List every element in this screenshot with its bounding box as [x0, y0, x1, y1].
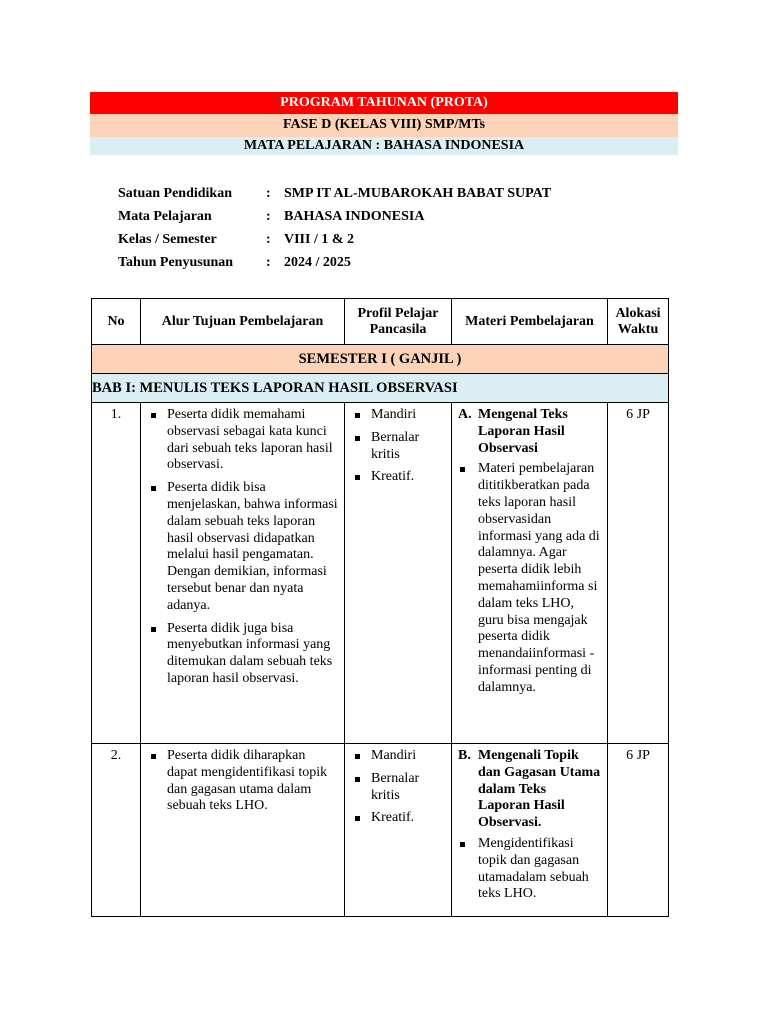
- info-label: Kelas / Semester: [118, 232, 217, 247]
- alokasi-cell: 6 JP: [608, 403, 669, 744]
- info-row-mapel: [118, 205, 551, 228]
- materi-cell: [452, 744, 608, 917]
- subject-banner: MATA PELAJARAN : BAHASA INDONESIA: [90, 137, 678, 155]
- row-number: 2.: [92, 744, 141, 917]
- profil-cell: [345, 403, 452, 744]
- header-profil: Profil Pelajar Pancasila: [345, 299, 452, 345]
- materi-item: Mengidentifikasi topik dan gagasan utamadalam sebuah teks LHO.: [458, 836, 601, 903]
- atp-cell: [141, 403, 345, 744]
- materi-letter: B.: [458, 748, 471, 763]
- profil-item: Bernalar kritis: [353, 430, 445, 464]
- table-row: [92, 403, 669, 744]
- materi-title: [458, 407, 601, 457]
- semester-label: SEMESTER I ( GANJIL ): [92, 345, 669, 374]
- profil-cell: [345, 744, 452, 917]
- info-row-kelas: [118, 228, 551, 251]
- profil-item: Mandiri: [353, 407, 445, 424]
- info-label: Tahun Penyusunan: [118, 255, 234, 270]
- info-label: Satuan Pendidikan: [118, 186, 232, 201]
- info-colon: :: [266, 186, 271, 201]
- materi-letter: A.: [458, 407, 472, 422]
- info-label: Mata Pelajaran: [118, 209, 212, 224]
- materi-title-text: Mengenal Teks Laporan Hasil Observasi: [478, 407, 568, 456]
- alokasi-cell: 6 JP: [608, 744, 669, 917]
- materi-item: Materi pembelajaran dititikberatkan pada teks laporan hasil observasidan informasi yang ada di dalamnya. Agar peserta didik lebih memahamiinforma si dalam teks LHO, guru bisa mengajak peserta didik menandaiinformasi -informasi penting di dalamnya.: [458, 461, 601, 696]
- info-row-satuan: [118, 182, 551, 205]
- fase-banner: FASE D (KELAS VIII) SMP/MTs: [90, 114, 678, 137]
- header-atp: Alur Tujuan Pembelajaran: [141, 299, 345, 345]
- row-number: 1.: [92, 403, 141, 744]
- info-colon: :: [266, 232, 271, 247]
- prota-table: [91, 298, 669, 917]
- header-alokasi: Alokasi Waktu: [608, 299, 669, 345]
- info-value: VIII / 1 & 2: [284, 232, 355, 247]
- info-row-tahun: [118, 251, 551, 274]
- bab-label: BAB I: MENULIS TEKS LAPORAN HASIL OBSERVASI: [92, 374, 669, 403]
- materi-cell: [452, 403, 608, 744]
- profil-item: Mandiri: [353, 748, 445, 765]
- materi-title: [458, 748, 601, 832]
- bab-row: [92, 374, 669, 403]
- atp-item: Peserta didik memahami observasi sebagai kata kunci dari sebuah teks laporan hasil observasi.: [149, 407, 338, 474]
- table-header-row: [92, 299, 669, 345]
- materi-title-text: Mengenali Topik dan Gagasan Utama dalam Teks Laporan Hasil Observasi.: [478, 748, 601, 831]
- atp-item: Peserta didik juga bisa menyebutkan informasi yang ditemukan dalam sebuah teks laporan hasil observasi.: [149, 621, 338, 688]
- info-value: SMP IT AL-MUBAROKAH BABAT SUPAT: [284, 186, 552, 201]
- atp-item: Peserta didik diharapkan dapat mengidentifikasi topik dan gagasan utama dalam sebuah teks LHO.: [149, 748, 338, 815]
- info-colon: :: [266, 255, 271, 270]
- info-value: 2024 / 2025: [284, 255, 351, 270]
- header-materi: Materi Pembelajaran: [452, 299, 608, 345]
- profil-item: Kreatif.: [353, 810, 445, 827]
- info-value: BAHASA INDONESIA: [284, 209, 425, 224]
- identity-block: [118, 182, 551, 274]
- table-row: [92, 744, 669, 917]
- document-title: PROGRAM TAHUNAN (PROTA): [90, 92, 678, 114]
- atp-item: Peserta didik bisa menjelaskan, bahwa informasi dalam sebuah teks laporan hasil observasi didapatkan melalui hasil pengamatan. Dengan demikian, informasi tersebut benar dan nyata adanya.: [149, 480, 338, 614]
- atp-cell: [141, 744, 345, 917]
- profil-item: Bernalar kritis: [353, 771, 445, 805]
- semester-row: [92, 345, 669, 374]
- header-no: No: [92, 299, 141, 345]
- profil-item: Kreatif.: [353, 469, 445, 486]
- info-colon: :: [266, 209, 271, 224]
